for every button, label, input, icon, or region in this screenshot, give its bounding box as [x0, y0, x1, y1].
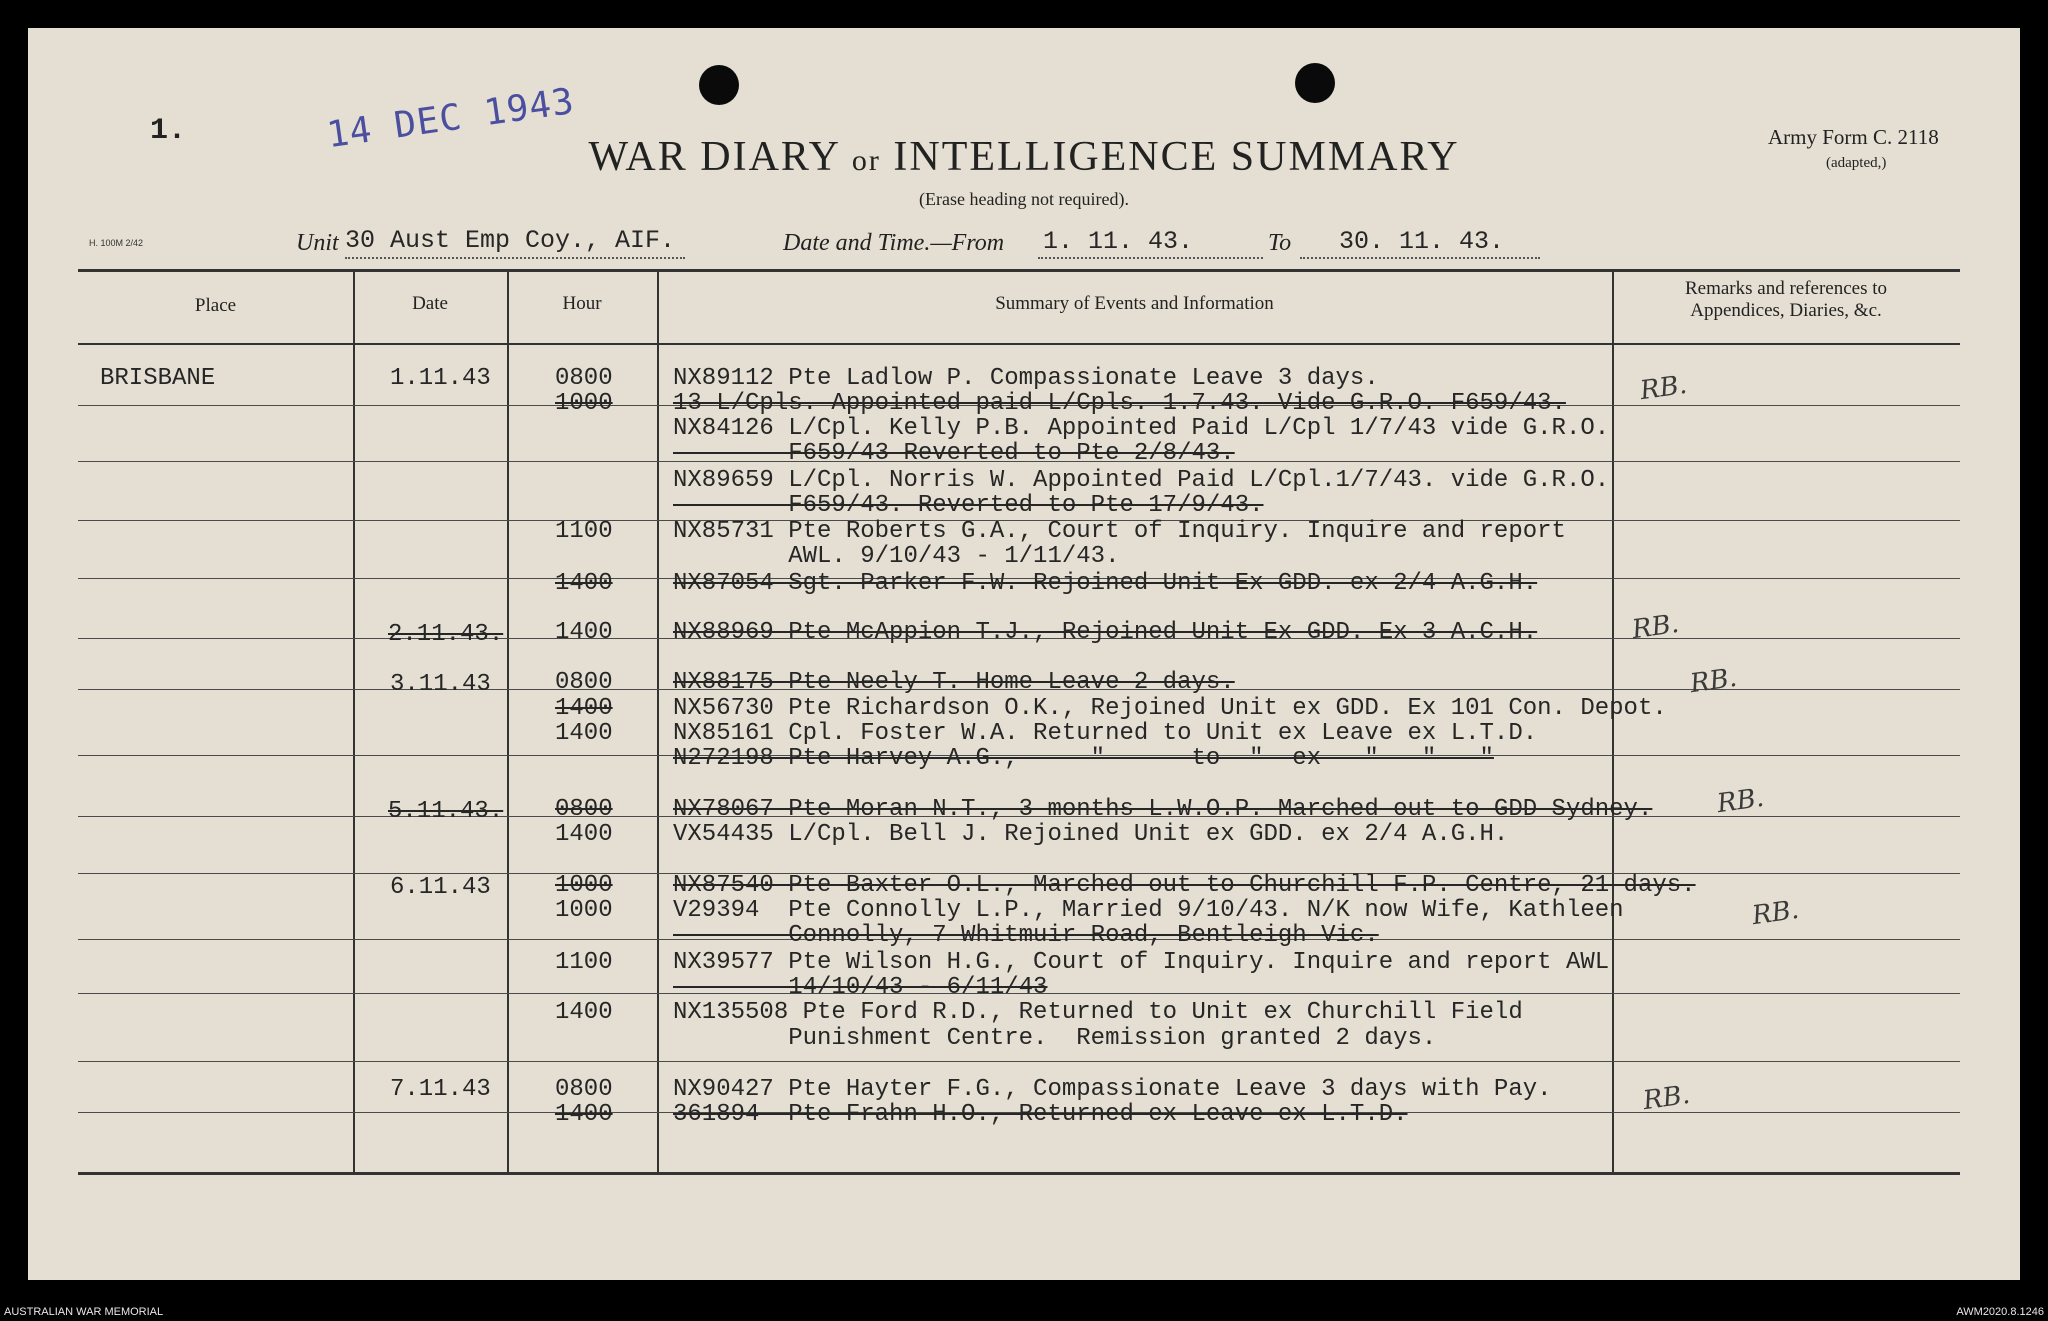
date-from-value: 1. 11. 43.	[1043, 227, 1194, 256]
hour-cell: 1400	[555, 619, 613, 646]
army-form-number: Army Form C. 2118	[1768, 125, 1939, 149]
received-date-stamp: 14 DEC 1943	[324, 80, 578, 157]
date-cell: 2.11.43.	[388, 621, 504, 648]
column-header-date: Date	[412, 293, 448, 314]
title-or: or	[851, 144, 881, 177]
summary-line: NX84126 L/Cpl. Kelly P.B. Appointed Paid L/Cpl 1/7/43 vide G.R.O.	[673, 415, 1610, 442]
hour-cell: 0800	[555, 365, 613, 392]
date-from-label: Date and Time.—From	[783, 230, 1005, 256]
hour-cell: 1400	[555, 1101, 613, 1128]
summary-line: NX89112 Pte Ladlow P. Compassionate Leave 3 days.	[673, 365, 1379, 392]
summary-line: NX87054 Sgt. Parker F.W. Rejoined Unit Ex GDD. ex 2/4 A.G.H.	[673, 570, 1538, 597]
summary-line: Connolly, 7 Whitmuir Road, Bentleigh Vic.	[673, 922, 1379, 949]
hour-cell: 1000	[555, 897, 613, 924]
unit-label: Unit	[296, 230, 339, 256]
unit-dotted-line	[345, 257, 685, 259]
handwritten-initials: RB.	[1688, 662, 1739, 700]
summary-line: V29394 Pte Connolly L.P., Married 9/10/43. N/K now Wife, Kathleen	[673, 897, 1624, 924]
summary-line: N272198 Pte Harvey A.G., " to " ex " " "	[673, 745, 1494, 772]
column-header-hour: Hour	[562, 293, 602, 314]
date-to-label: To	[1268, 230, 1292, 256]
form-print-code: H. 100M 2/42	[89, 238, 144, 248]
remarks-header-line-1: Remarks and references to	[1684, 278, 1888, 299]
summary-line: NX135508 Pte Ford R.D., Returned to Unit ex Churchill Field	[673, 999, 1523, 1026]
summary-line: 361894 Pte Frahn H.O., Returned ex Leave ex L.T.D.	[673, 1101, 1408, 1128]
punch-hole-right	[1295, 63, 1335, 103]
hour-cell: 0800	[555, 669, 613, 696]
summary-line: VX54435 L/Cpl. Bell J. Rejoined Unit ex GDD. ex 2/4 A.G.H.	[673, 821, 1509, 848]
summary-line: NX88175 Pte Neely T. Home Leave 2 days.	[673, 669, 1235, 696]
hour-cell: 1100	[555, 518, 613, 545]
summary-line: NX85161 Cpl. Foster W.A. Returned to Unit ex Leave ex L.T.D.	[673, 720, 1538, 747]
from-dotted-line	[1038, 257, 1263, 259]
summary-line: 13 L/Cpls. Appointed paid L/Cpls. 1.7.43. Vide G.R.O. F659/43.	[673, 390, 1566, 417]
column-header-place: Place	[194, 295, 237, 316]
handwritten-initials: RB.	[1638, 369, 1689, 407]
date-cell: 3.11.43	[390, 671, 491, 698]
summary-line: F659/43. Reverted to Pte 17/9/43.	[673, 492, 1264, 519]
table-header-rule	[78, 343, 1960, 345]
hour-cell: 1100	[555, 949, 613, 976]
date-cell: 6.11.43	[390, 874, 491, 901]
date-cell: 1.11.43	[390, 365, 491, 392]
place-cell: BRISBANE	[100, 365, 216, 392]
title-war-diary: WAR DIARY	[588, 134, 840, 180]
form-adapted-note: (adapted,)	[1826, 155, 1887, 171]
date-to-value: 30. 11. 43.	[1339, 227, 1505, 256]
handwritten-initials: RB.	[1750, 894, 1801, 932]
hour-cell: 1000	[555, 872, 613, 899]
footer-reference: AWM2020.8.1246	[1956, 1306, 2044, 1318]
summary-line: NX87540 Pte Baxter O.L., Marched out to Churchill F.P. Centre, 21 days.	[673, 872, 1696, 899]
summary-line: NX78067 Pte Moran N.T., 3 months L.W.O.P. Marched out to GDD Sydney.	[673, 796, 1653, 823]
summary-line: Punishment Centre. Remission granted 2 days.	[673, 1025, 1437, 1052]
page-number: 1.	[150, 114, 187, 148]
summary-line: NX85731 Pte Roberts G.A., Court of Inquiry. Inquire and report	[673, 518, 1566, 545]
table-bottom-rule	[78, 1172, 1960, 1175]
summary-line: NX39577 Pte Wilson H.G., Court of Inquiry. Inquire and report AWL	[673, 949, 1610, 976]
hour-cell: 1400	[555, 999, 613, 1026]
date-cell: 5.11.43.	[388, 798, 504, 825]
footer-credit: AUSTRALIAN WAR MEMORIAL	[4, 1306, 164, 1318]
hour-cell: 1400	[555, 570, 613, 597]
handwritten-initials: RB.	[1641, 1079, 1692, 1117]
title-intelligence-summary: INTELLIGENCE SUMMARY	[893, 134, 1460, 180]
column-header-summary: Summary of Events and Information	[995, 293, 1274, 314]
column-header-remarks	[1612, 278, 1960, 322]
page-title	[0, 133, 2048, 181]
summary-line: NX88969 Pte McAppion T.J., Rejoined Unit Ex GDD. Ex 3 A.C.H.	[673, 619, 1538, 646]
hour-cell: 1400	[555, 821, 613, 848]
summary-line: F659/43 Reverted to Pte 2/8/43.	[673, 440, 1235, 467]
handwritten-initials: RB.	[1630, 608, 1681, 646]
handwritten-initials: RB.	[1715, 782, 1766, 820]
summary-line: NX90427 Pte Hayter F.G., Compassionate Leave 3 days with Pay.	[673, 1076, 1552, 1103]
hour-cell: 1400	[555, 695, 613, 722]
summary-line: AWL. 9/10/43 - 1/11/43.	[673, 543, 1120, 570]
summary-line: NX89659 L/Cpl. Norris W. Appointed Paid L/Cpl.1/7/43. vide G.R.O.	[673, 467, 1610, 494]
table-top-rule	[78, 269, 1960, 272]
date-cell: 7.11.43	[390, 1076, 491, 1103]
summary-line: NX56730 Pte Richardson O.K., Rejoined Unit ex GDD. Ex 101 Con. Depot.	[673, 695, 1667, 722]
summary-line: 14/10/43 - 6/11/43	[673, 974, 1048, 1001]
hour-cell: 0800	[555, 1076, 613, 1103]
unit-value: 30 Aust Emp Coy., AIF.	[345, 226, 676, 255]
remarks-header-line-2: Appendices, Diaries, &c.	[1690, 300, 1882, 321]
hour-cell: 1000	[555, 390, 613, 417]
punch-hole-left	[699, 65, 739, 105]
hour-cell: 0800	[555, 796, 613, 823]
to-dotted-line	[1300, 257, 1540, 259]
page-subtitle: (Erase heading not required).	[919, 189, 1129, 209]
hour-cell: 1400	[555, 720, 613, 747]
row-rule	[78, 1061, 1960, 1062]
